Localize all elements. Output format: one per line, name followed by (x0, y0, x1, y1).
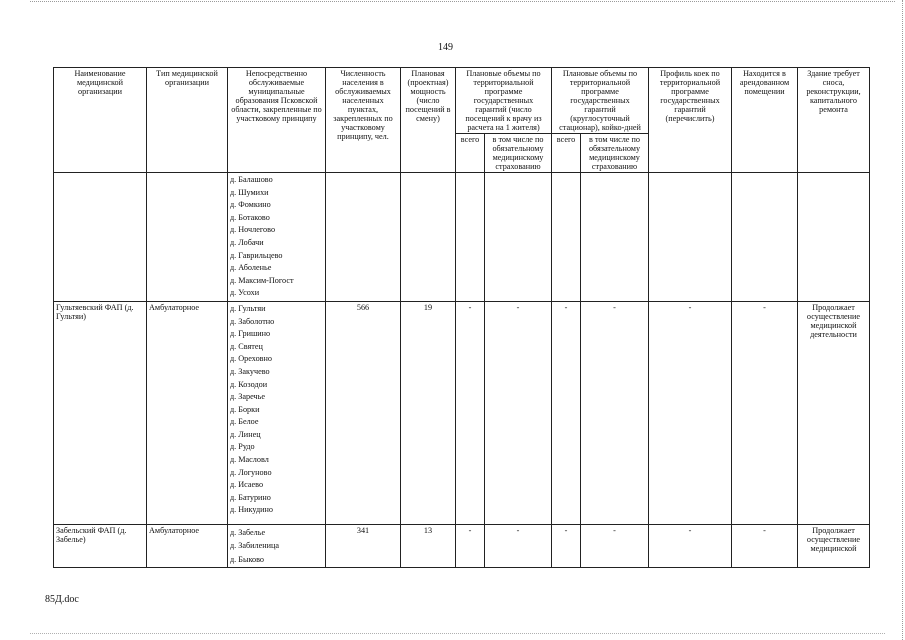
village-item: д. Никудино (230, 505, 274, 515)
village-item: д. Логуново (230, 467, 272, 477)
col-header-visits-oms: в том числе по обязательному медицинскому страхованию (485, 134, 552, 173)
village-item: д. Исаево (230, 480, 264, 490)
footer-filename: 85Д.doc (45, 594, 79, 605)
village-item: д. Гультяи (230, 303, 266, 313)
village-item: д. Борки (230, 404, 260, 414)
cell-rented: - (732, 301, 798, 524)
village-item: д. Ночлегово (230, 225, 276, 235)
col-header-profile: Профиль коек по территориальной программе государственных гарантий (перечислить) (649, 68, 732, 173)
village-item: д. Аболенье (230, 263, 272, 273)
cell-type: Амбулаторное (147, 524, 228, 567)
table-row (54, 301, 870, 524)
village-item: д. Балашово (230, 175, 273, 184)
cell-population: 341 (326, 524, 401, 567)
col-header-type: Тип медицинской организации (147, 68, 228, 173)
cell-visits-total: - (456, 524, 485, 567)
col-header-hosp-oms: в том числе по обязательному медицинскому страхованию (581, 134, 649, 173)
village-item: д. Заболотно (230, 316, 275, 326)
cell-hosp-total (552, 173, 581, 302)
scan-edge-bottom (30, 633, 885, 634)
village-item: д. Заречье (230, 392, 266, 402)
cell-type: Амбулаторное (147, 301, 228, 524)
village-item: д. Гришино (230, 329, 271, 339)
cell-profile (649, 173, 732, 302)
table-row (54, 173, 870, 302)
cell-profile: - (649, 301, 732, 524)
cell-capacity (401, 173, 456, 302)
medical-organizations-table (53, 67, 870, 568)
village-item: д. Усохи (230, 288, 260, 298)
cell-visits-oms: - (485, 301, 552, 524)
village-item: д. Забелье (230, 527, 266, 537)
cell-population: 566 (326, 301, 401, 524)
cell-villages (228, 173, 326, 302)
cell-name: Гультяевский ФАП (д. Гультяи) (54, 301, 147, 524)
cell-rented (732, 173, 798, 302)
cell-hosp-oms (581, 173, 649, 302)
col-header-hospital: Плановые объемы по территориальной программе государственных гарантий (круглосуточный стационар), койко-дней (552, 68, 649, 134)
village-item: д. Святец (230, 341, 263, 351)
cell-visits-oms: - (485, 524, 552, 567)
cell-name (54, 173, 147, 302)
cell-villages (228, 524, 326, 567)
cell-visits-oms (485, 173, 552, 302)
cell-rented: - (732, 524, 798, 567)
village-item: д. Ботаково (230, 212, 270, 222)
village-item: д. Рудо (230, 442, 255, 452)
village-list (230, 174, 323, 300)
col-header-population: Численность населения в обслуживаемых населенных пунктах, закрепленных по участковому принципу, чел. (326, 68, 401, 173)
village-item: д. Масловл (230, 455, 269, 465)
village-item: д. Линец (230, 429, 261, 439)
table-row (54, 524, 870, 567)
cell-profile: - (649, 524, 732, 567)
village-item: д. Закучево (230, 366, 270, 376)
col-header-served: Непосредственно обслуживаемые муниципальные образования Псковской области, закрепленные по участковому принципу (228, 68, 326, 173)
cell-hosp-oms: - (581, 524, 649, 567)
cell-population (326, 173, 401, 302)
village-list (230, 526, 323, 566)
cell-hosp-total: - (552, 524, 581, 567)
village-item: д. Гаврильцево (230, 250, 283, 260)
page-number: 149 (438, 42, 453, 53)
col-header-hosp-total: всего (552, 134, 581, 173)
scan-edge-top (30, 1, 895, 2)
col-header-capacity: Плановая (проектная) мощность (число посещений в смену) (401, 68, 456, 173)
village-item: д. Белое (230, 417, 259, 427)
col-header-visits-total: всего (456, 134, 485, 173)
cell-building: Продолжает осуществление медицинской (798, 524, 870, 567)
village-item: д. Быково (230, 554, 265, 564)
cell-capacity: 13 (401, 524, 456, 567)
cell-building: Продолжает осуществление медицинской деятельности (798, 301, 870, 524)
col-header-rented: Находится в арендованном помещении (732, 68, 798, 173)
cell-visits-total: - (456, 301, 485, 524)
cell-visits-total (456, 173, 485, 302)
village-item: д. Ореховно (230, 354, 273, 364)
col-header-name: Наименование медицинской организации (54, 68, 147, 173)
village-item: д. Забиленица (230, 541, 280, 551)
cell-type (147, 173, 228, 302)
table-header-row (54, 68, 870, 134)
cell-capacity: 19 (401, 301, 456, 524)
scan-edge-right (902, 0, 903, 640)
village-item: д. Максим-Погост (230, 275, 294, 285)
cell-villages (228, 301, 326, 524)
col-header-visits: Плановые объемы по территориальной программе государственных гарантий (число посещений к врачу из расчета на 1 жителя) (456, 68, 552, 134)
village-item: д. Шумихи (230, 187, 269, 197)
cell-hosp-total: - (552, 301, 581, 524)
village-item: д. Фомкино (230, 200, 271, 210)
cell-name: Забельский ФАП (д. Забелье) (54, 524, 147, 567)
village-item: д. Батурино (230, 492, 271, 502)
cell-hosp-oms: - (581, 301, 649, 524)
cell-building (798, 173, 870, 302)
village-list (230, 303, 323, 517)
village-item: д. Лобачи (230, 237, 264, 247)
col-header-building: Здание требует сноса, реконструкции, капитального ремонта (798, 68, 870, 173)
village-item: д. Козодои (230, 379, 268, 389)
